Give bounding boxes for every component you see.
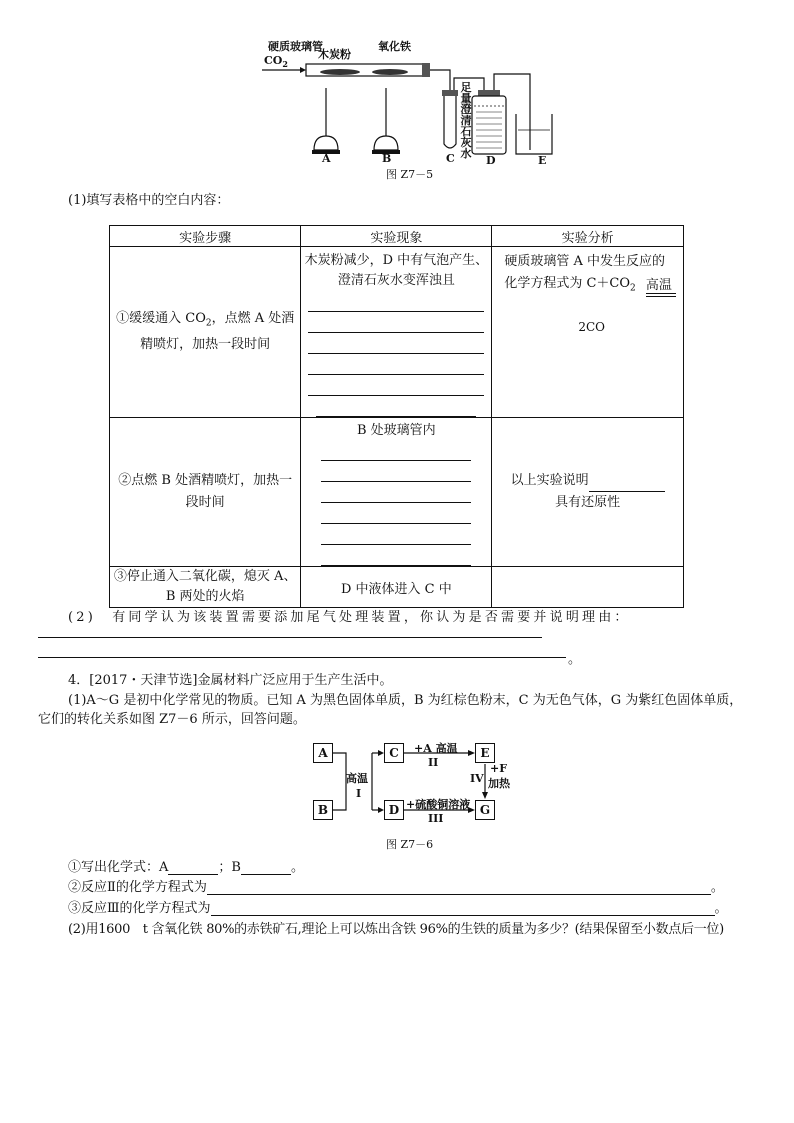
question-4-1-line1: (1)A～G 是初中化学常见的物质。已知 A 为黑色固体单质，B 为红棕色粉末，C 为无色气体，G 为紫红色固体单质， (68, 693, 743, 708)
label-step-2: II (428, 756, 439, 769)
label-e: E (538, 154, 547, 167)
answer-blank[interactable] (308, 312, 484, 333)
answer-blank[interactable] (321, 461, 471, 482)
answer-blank[interactable] (321, 524, 471, 545)
row1-phenomenon (301, 247, 492, 418)
label-charcoal: 木炭粉 (318, 48, 351, 61)
box-d: D (384, 800, 404, 820)
row1-analysis (492, 247, 684, 418)
table-row (110, 567, 684, 608)
row2-step: ②点燃 B 处酒精喷灯，加热一 段时间 (110, 418, 301, 567)
row3-phenomenon: D 中液体进入 C 中 (301, 567, 492, 608)
test-tube-c (444, 96, 456, 148)
box-e: E (475, 743, 495, 763)
row1-ana-line3: 2CO (578, 319, 605, 334)
period: 。 (568, 652, 582, 667)
row2-answer-lines (301, 440, 491, 566)
outlet-tube (430, 70, 450, 90)
question-4-2: (2)用1600 t 含氧化铁 80%的赤铁矿石,理论上可以炼出含铁 96%的生铁的质量为多少？(结果保留至小数点后一位) (68, 922, 724, 937)
row3-analysis (492, 567, 684, 608)
header-analysis: 实验分析 (492, 226, 684, 247)
answer-blank[interactable] (321, 440, 471, 461)
label-plus-a: +A 高温 (414, 742, 458, 755)
sub-question-2: ②反应Ⅱ的化学方程式为 。 (68, 880, 724, 895)
beaker-e (516, 114, 552, 154)
answer-blank[interactable] (321, 545, 471, 566)
box-g: G (475, 800, 495, 820)
bottle-d (472, 96, 506, 154)
label-plus-f: +F (490, 762, 508, 775)
question-2-text: (2) 有同学认为该装置需要添加尾气处理装置，你认为是否需要并说明理由： (68, 610, 631, 625)
box-b: B (313, 800, 333, 820)
row1-answer-lines (301, 291, 491, 417)
figure-caption-z7-5: 图 Z7－5 (386, 168, 434, 181)
label-step-1: I (356, 787, 362, 800)
row2-phenomenon (301, 418, 492, 567)
row1-step: ①缓缓通入 $CO_2$，点燃 A 处酒 精喷灯，加热一段时间 (110, 247, 301, 418)
table-row (110, 418, 684, 567)
table-row (110, 247, 684, 418)
answer-line[interactable] (38, 657, 566, 658)
label-b: B (382, 152, 392, 165)
box-a: A (313, 743, 333, 763)
answer-blank[interactable] (321, 503, 471, 524)
header-phenomena: 实验现象 (301, 226, 492, 247)
answer-blank-b[interactable] (241, 860, 291, 875)
experiment-table (109, 225, 684, 608)
answer-blank[interactable] (321, 482, 471, 503)
answer-blank[interactable] (308, 333, 484, 354)
stopper-c (442, 90, 458, 96)
sub-question-3: ③反应Ⅲ的化学方程式为 。 (68, 901, 728, 916)
stopper-d (478, 90, 500, 96)
arrow-c-e-icon (468, 750, 475, 756)
question-4-title: 4．[2017・天津节选]金属材料广泛应用于生产生活中。 (68, 673, 393, 688)
label-copper-sulfate: +硫酸铜溶液 (406, 798, 471, 811)
label-iron-oxide: 氧化铁 (378, 40, 411, 53)
answer-blank[interactable] (308, 354, 484, 375)
row1-ana-line1: 硬质玻璃管 A 中发生反应的 (504, 254, 665, 269)
burner-b-body (374, 136, 398, 150)
row2-ana-line2: 具有还原性 (555, 495, 621, 510)
question-4-1-line2: 它们的转化关系如图 Z7－6 所示，回答问题。 (38, 712, 306, 727)
label-step-3: III (428, 812, 444, 825)
iron-oxide-powder (372, 69, 408, 75)
row1-phen-line2: 澄清石灰水变浑浊且 (337, 273, 455, 288)
label-a: A (322, 152, 331, 165)
table-header-row (110, 226, 684, 247)
label-limewater-vertical: 足 量 澄 清 石 灰 水 (460, 81, 472, 160)
row2-analysis (492, 418, 684, 567)
label-d: D (486, 154, 496, 167)
label-heat: 加热 (488, 777, 510, 790)
label-hard-tube: 硬质玻璃管 (268, 40, 323, 53)
label-step-4: IV (470, 772, 484, 785)
label-c: C (446, 152, 455, 165)
conversion-diagram (310, 740, 510, 824)
row1-phen-line1: 木炭粉减少，D 中有气泡产生、 (304, 253, 489, 268)
box-c: C (384, 743, 404, 763)
charcoal-powder (320, 69, 360, 75)
header-steps: 实验步骤 (110, 226, 301, 247)
figure-caption-z7-6: 图 Z7－6 (386, 838, 434, 851)
answer-line[interactable] (38, 637, 542, 638)
question-1-intro: (1)填写表格中的空白内容： (68, 193, 230, 208)
answer-blank-reaction-2[interactable] (207, 880, 711, 895)
answer-blank[interactable] (308, 291, 484, 312)
tube-stopper (422, 63, 430, 77)
answer-blank[interactable] (589, 477, 665, 492)
answer-blank[interactable] (308, 375, 484, 396)
answer-blank-reaction-3[interactable] (211, 901, 715, 916)
label-high-temp: 高温 (346, 772, 368, 785)
sub-question-1: ①写出化学式：A ；B 。 (68, 860, 304, 875)
answer-blank[interactable] (316, 396, 476, 417)
row2-ana-line1: 以上实验说明 (492, 470, 683, 492)
label-co2: $CO_2$ (264, 54, 288, 70)
row3-step: ③停止通入二氧化碳，熄灭 A、 B 两处的火焰 (110, 567, 301, 608)
hard-glass-tube (306, 64, 424, 76)
burner-a-body (314, 136, 338, 150)
arrow-e-g-icon (482, 792, 488, 799)
inlet-arrow-icon (300, 67, 306, 73)
row2-phen-line1: B 处玻璃管内 (357, 423, 436, 438)
row1-ana-line2: 化学方程式为 $C+CO_2$ 高温 (504, 273, 683, 300)
answer-blank-a[interactable] (168, 860, 218, 875)
liquid-hatching-d (476, 112, 502, 148)
apparatus-figure (258, 32, 568, 172)
